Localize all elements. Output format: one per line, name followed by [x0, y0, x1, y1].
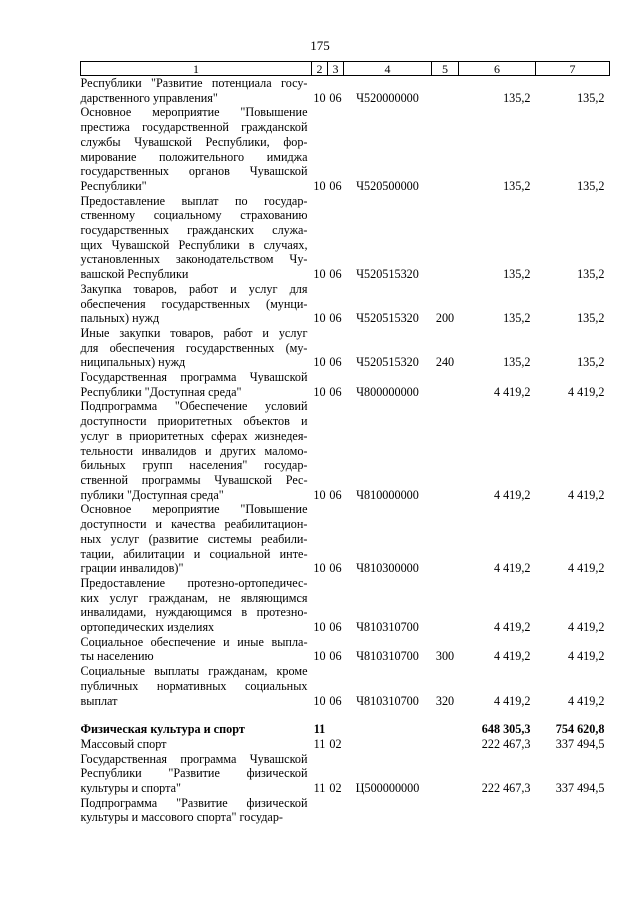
item-name-line: ственному социальному страхованию — [80, 208, 308, 223]
spacer-cell — [81, 708, 610, 722]
column-header: 5 — [432, 62, 459, 76]
expense-type-cell — [432, 399, 459, 502]
section-code-cell: 10 — [313, 267, 326, 282]
section-code-cell: 11 — [313, 781, 326, 796]
item-name-line: ортопедических изделиях — [80, 620, 215, 635]
item-name-line: обеспечения государственных (мунци- — [80, 296, 308, 311]
subsection-code-cell: 06 — [329, 90, 342, 105]
item-name-line: выплат — [80, 693, 118, 708]
section-code-cell: 10 — [313, 384, 326, 399]
spacer-row — [81, 708, 610, 722]
item-name-line: Подпрограмма "Развитие физической — [80, 795, 308, 810]
item-name-line: Предоставление протезно-ортопедичес- — [80, 575, 308, 590]
item-name-line: щих Чувашской Республики в случаях, — [80, 237, 308, 252]
item-name-line: грации инвалидов)" — [80, 561, 184, 576]
target-article-cell: Ч520515320 — [356, 267, 419, 282]
item-name-cell — [81, 635, 312, 664]
amount-year1-cell: 222 467,3 — [481, 781, 531, 796]
expense-type-cell — [432, 796, 459, 825]
subsection-code-cell: 06 — [329, 311, 342, 326]
expense-type-cell — [432, 722, 459, 737]
item-name-line: услуг в приоритетных сферах жизнедея- — [80, 428, 308, 443]
subsection-code-cell: 06 — [329, 267, 342, 282]
target-article-cell: Ч520515320 — [356, 311, 419, 326]
table-row — [81, 796, 610, 825]
item-name-cell — [81, 664, 312, 708]
amount-year2-cell: 4 419,2 — [567, 384, 605, 399]
table-row — [81, 635, 610, 664]
section-code-cell: 10 — [313, 178, 326, 193]
amount-year2-cell — [536, 796, 610, 825]
item-name-cell — [81, 752, 312, 796]
amount-year2-cell: 135,2 — [577, 267, 605, 282]
item-name-cell — [81, 502, 312, 576]
item-name-line: доступности и качества реабилитацион- — [80, 517, 308, 532]
amount-year1-cell: 4 419,2 — [493, 487, 531, 502]
item-name-cell — [81, 399, 312, 502]
subsection-code-cell — [328, 796, 344, 825]
item-name-line: Государственная программа Чувашской — [80, 370, 308, 385]
amount-year1-cell: 135,2 — [503, 178, 531, 193]
target-article-cell: Ч520000000 — [356, 90, 419, 105]
amount-year2-cell: 4 419,2 — [567, 649, 605, 664]
table-body — [81, 76, 610, 826]
column-header: 1 — [81, 62, 312, 76]
expense-type-cell — [432, 105, 459, 193]
section-code-cell: 10 — [313, 649, 326, 664]
item-name-line: ких услуг гражданам, не являющимся — [80, 590, 308, 605]
item-name-line: для обеспечения государственных (му- — [80, 340, 308, 355]
item-name-line: Основное мероприятие "Повышение — [80, 105, 308, 120]
amount-year2-cell: 135,2 — [577, 178, 605, 193]
table-row — [81, 737, 610, 752]
expense-type-cell — [432, 737, 459, 752]
item-name-line: службы Чувашской Республики, фор- — [80, 134, 308, 149]
budget-table — [80, 61, 610, 825]
item-name-line: Закупка товаров, работ и услуг для — [80, 281, 308, 296]
table-row — [81, 76, 610, 106]
target-article-cell: Ч810310700 — [356, 693, 419, 708]
section-code-cell: 10 — [313, 487, 326, 502]
table-row — [81, 752, 610, 796]
item-name-line: инвалидами, нуждающимся в протезно- — [80, 605, 308, 620]
column-header: 2 — [312, 62, 328, 76]
item-name-cell — [81, 105, 312, 193]
item-name-line: Предоставление выплат по государ- — [80, 193, 308, 208]
item-name-line: Основное мероприятие "Повышение — [80, 502, 308, 517]
item-name-line: публичных нормативных социальных — [80, 678, 308, 693]
table-row — [81, 105, 610, 193]
section-code-cell: 10 — [313, 620, 326, 635]
item-name-line: государственных органов Чувашской — [80, 164, 308, 179]
target-article-cell: Ч810310700 — [356, 620, 419, 635]
item-name-line: тации, абилитации и социальной инте- — [80, 546, 308, 561]
amount-year1-cell: 222 467,3 — [481, 736, 531, 751]
amount-year2-cell: 4 419,2 — [567, 620, 605, 635]
section-code-cell: 11 — [313, 736, 326, 751]
item-name-line: Социальные выплаты гражданам, кроме — [80, 664, 308, 679]
expense-type-cell: 200 — [435, 311, 455, 326]
amount-year2-cell: 754 620,8 — [555, 722, 605, 737]
expense-type-cell: 320 — [435, 693, 455, 708]
amount-year1-cell: 648 305,3 — [481, 722, 531, 737]
subsection-code-cell: 06 — [329, 384, 342, 399]
table-row — [81, 399, 610, 502]
amount-year1-cell: 4 419,2 — [493, 561, 531, 576]
item-name-line: престижа государственной гражданской — [80, 120, 308, 135]
expense-type-cell: 240 — [435, 355, 455, 370]
amount-year2-cell: 337 494,5 — [555, 781, 605, 796]
amount-year1-cell: 4 419,2 — [493, 693, 531, 708]
expense-type-cell — [432, 194, 459, 282]
subsection-code-cell: 06 — [329, 561, 342, 576]
section-code-cell — [312, 796, 328, 825]
item-name-line: пальных) нужд — [80, 311, 160, 326]
subsection-code-cell: 06 — [329, 178, 342, 193]
amount-year1-cell: 4 419,2 — [493, 384, 531, 399]
item-name-line: Физическая культура и спорт — [80, 722, 245, 737]
item-name-line: Республики "Развитие потенциала госу- — [80, 76, 308, 90]
table-row — [81, 664, 610, 708]
table-row — [81, 194, 610, 282]
page-number: 175 — [310, 38, 330, 53]
item-name-line: ных услуг (развитие системы реабили- — [80, 531, 308, 546]
item-name-line: Подпрограмма "Обеспечение условий — [80, 399, 308, 414]
item-name-line: вашской Республики — [80, 267, 189, 282]
target-article-cell: Ч810310700 — [356, 649, 419, 664]
amount-year2-cell: 135,2 — [577, 355, 605, 370]
amount-year2-cell: 135,2 — [577, 90, 605, 105]
item-name-line: Республики "Развитие физической — [80, 766, 308, 781]
item-name-cell — [81, 370, 312, 399]
item-name-line: Республики "Доступная среда" — [80, 384, 242, 399]
table-row — [81, 502, 610, 576]
item-name-line: ниципальных) нужд — [80, 355, 186, 370]
item-name-cell — [81, 76, 312, 106]
subsection-code-cell — [328, 722, 344, 737]
table-row — [81, 282, 610, 326]
item-name-cell — [81, 194, 312, 282]
item-name-cell — [81, 576, 312, 635]
column-header: 3 — [328, 62, 344, 76]
expense-type-cell — [432, 502, 459, 576]
item-name-line: тельности инвалидов и других маломо- — [80, 443, 308, 458]
section-code-cell: 10 — [313, 693, 326, 708]
target-article-cell — [344, 737, 432, 752]
section-code-cell: 10 — [313, 311, 326, 326]
amount-year2-cell: 4 419,2 — [567, 487, 605, 502]
expense-type-cell — [432, 752, 459, 796]
item-name-line: Республики" — [80, 178, 147, 193]
target-article-cell: Ч520515320 — [356, 355, 419, 370]
section-code-cell: 10 — [313, 561, 326, 576]
table-row — [81, 370, 610, 399]
subsection-code-cell: 02 — [329, 781, 342, 796]
table-row — [81, 576, 610, 635]
item-name-line: установленных законодательством Чу- — [80, 252, 308, 267]
item-name-line: государственных гражданских служа- — [80, 223, 308, 238]
item-name-cell — [81, 796, 312, 825]
item-name-cell — [81, 326, 312, 370]
amount-year2-cell: 135,2 — [577, 311, 605, 326]
target-article-cell: Ч810000000 — [356, 487, 419, 502]
item-name-line: ственной программы Чувашской Рес- — [80, 472, 308, 487]
subsection-code-cell: 06 — [329, 693, 342, 708]
amount-year1-cell: 4 419,2 — [493, 620, 531, 635]
table-header — [81, 62, 610, 76]
subsection-code-cell: 06 — [329, 620, 342, 635]
amount-year2-cell: 337 494,5 — [555, 736, 605, 751]
amount-year2-cell: 4 419,2 — [567, 561, 605, 576]
section-code-cell: 10 — [313, 90, 326, 105]
item-name-line: культуры и спорта" — [80, 781, 181, 796]
table-row — [81, 326, 610, 370]
item-name-line: Иные закупки товаров, работ и услуг — [80, 325, 308, 340]
item-name-line: публики "Доступная среда" — [80, 487, 224, 502]
item-name-line: Массовый спорт — [80, 736, 167, 751]
amount-year2-cell: 4 419,2 — [567, 693, 605, 708]
item-name-cell — [81, 282, 312, 326]
item-name-line: дарственного управления" — [80, 90, 218, 105]
expense-type-cell: 300 — [435, 649, 455, 664]
section-code-cell: 10 — [313, 355, 326, 370]
target-article-cell: Ч800000000 — [356, 384, 419, 399]
item-name-line: мирование положительного имиджа — [80, 149, 308, 164]
expense-type-cell — [432, 370, 459, 399]
subsection-code-cell: 06 — [329, 355, 342, 370]
amount-year1-cell: 135,2 — [503, 311, 531, 326]
target-article-cell: Ч810300000 — [356, 561, 419, 576]
target-article-cell: Ч520500000 — [356, 178, 419, 193]
item-name-cell — [81, 737, 312, 752]
item-name-line: доступности приоритетных объектов и — [80, 414, 308, 429]
amount-year1-cell — [459, 796, 536, 825]
expense-type-cell — [432, 576, 459, 635]
item-name-line: ты населению — [80, 649, 154, 664]
target-article-cell: Ц500000000 — [355, 781, 420, 796]
subsection-code-cell: 02 — [329, 736, 342, 751]
column-header: 7 — [536, 62, 610, 76]
section-code-cell: 11 — [313, 722, 326, 737]
item-name-cell — [81, 722, 312, 737]
amount-year1-cell: 135,2 — [503, 267, 531, 282]
amount-year1-cell: 135,2 — [503, 90, 531, 105]
amount-year1-cell: 135,2 — [503, 355, 531, 370]
item-name-line: Государственная программа Чувашской — [80, 751, 308, 766]
subsection-code-cell: 06 — [329, 649, 342, 664]
item-name-line: Социальное обеспечение и иные выпла- — [80, 634, 308, 649]
amount-year1-cell: 4 419,2 — [493, 649, 531, 664]
section-row — [81, 722, 610, 737]
expense-type-cell — [432, 76, 459, 106]
target-article-cell — [344, 722, 432, 737]
subsection-code-cell: 06 — [329, 487, 342, 502]
item-name-line: культуры и массового спорта" государ- — [80, 810, 283, 825]
column-header: 4 — [344, 62, 432, 76]
item-name-line: бильных групп населения" государ- — [80, 458, 308, 473]
target-article-cell — [344, 796, 432, 825]
column-header: 6 — [459, 62, 536, 76]
